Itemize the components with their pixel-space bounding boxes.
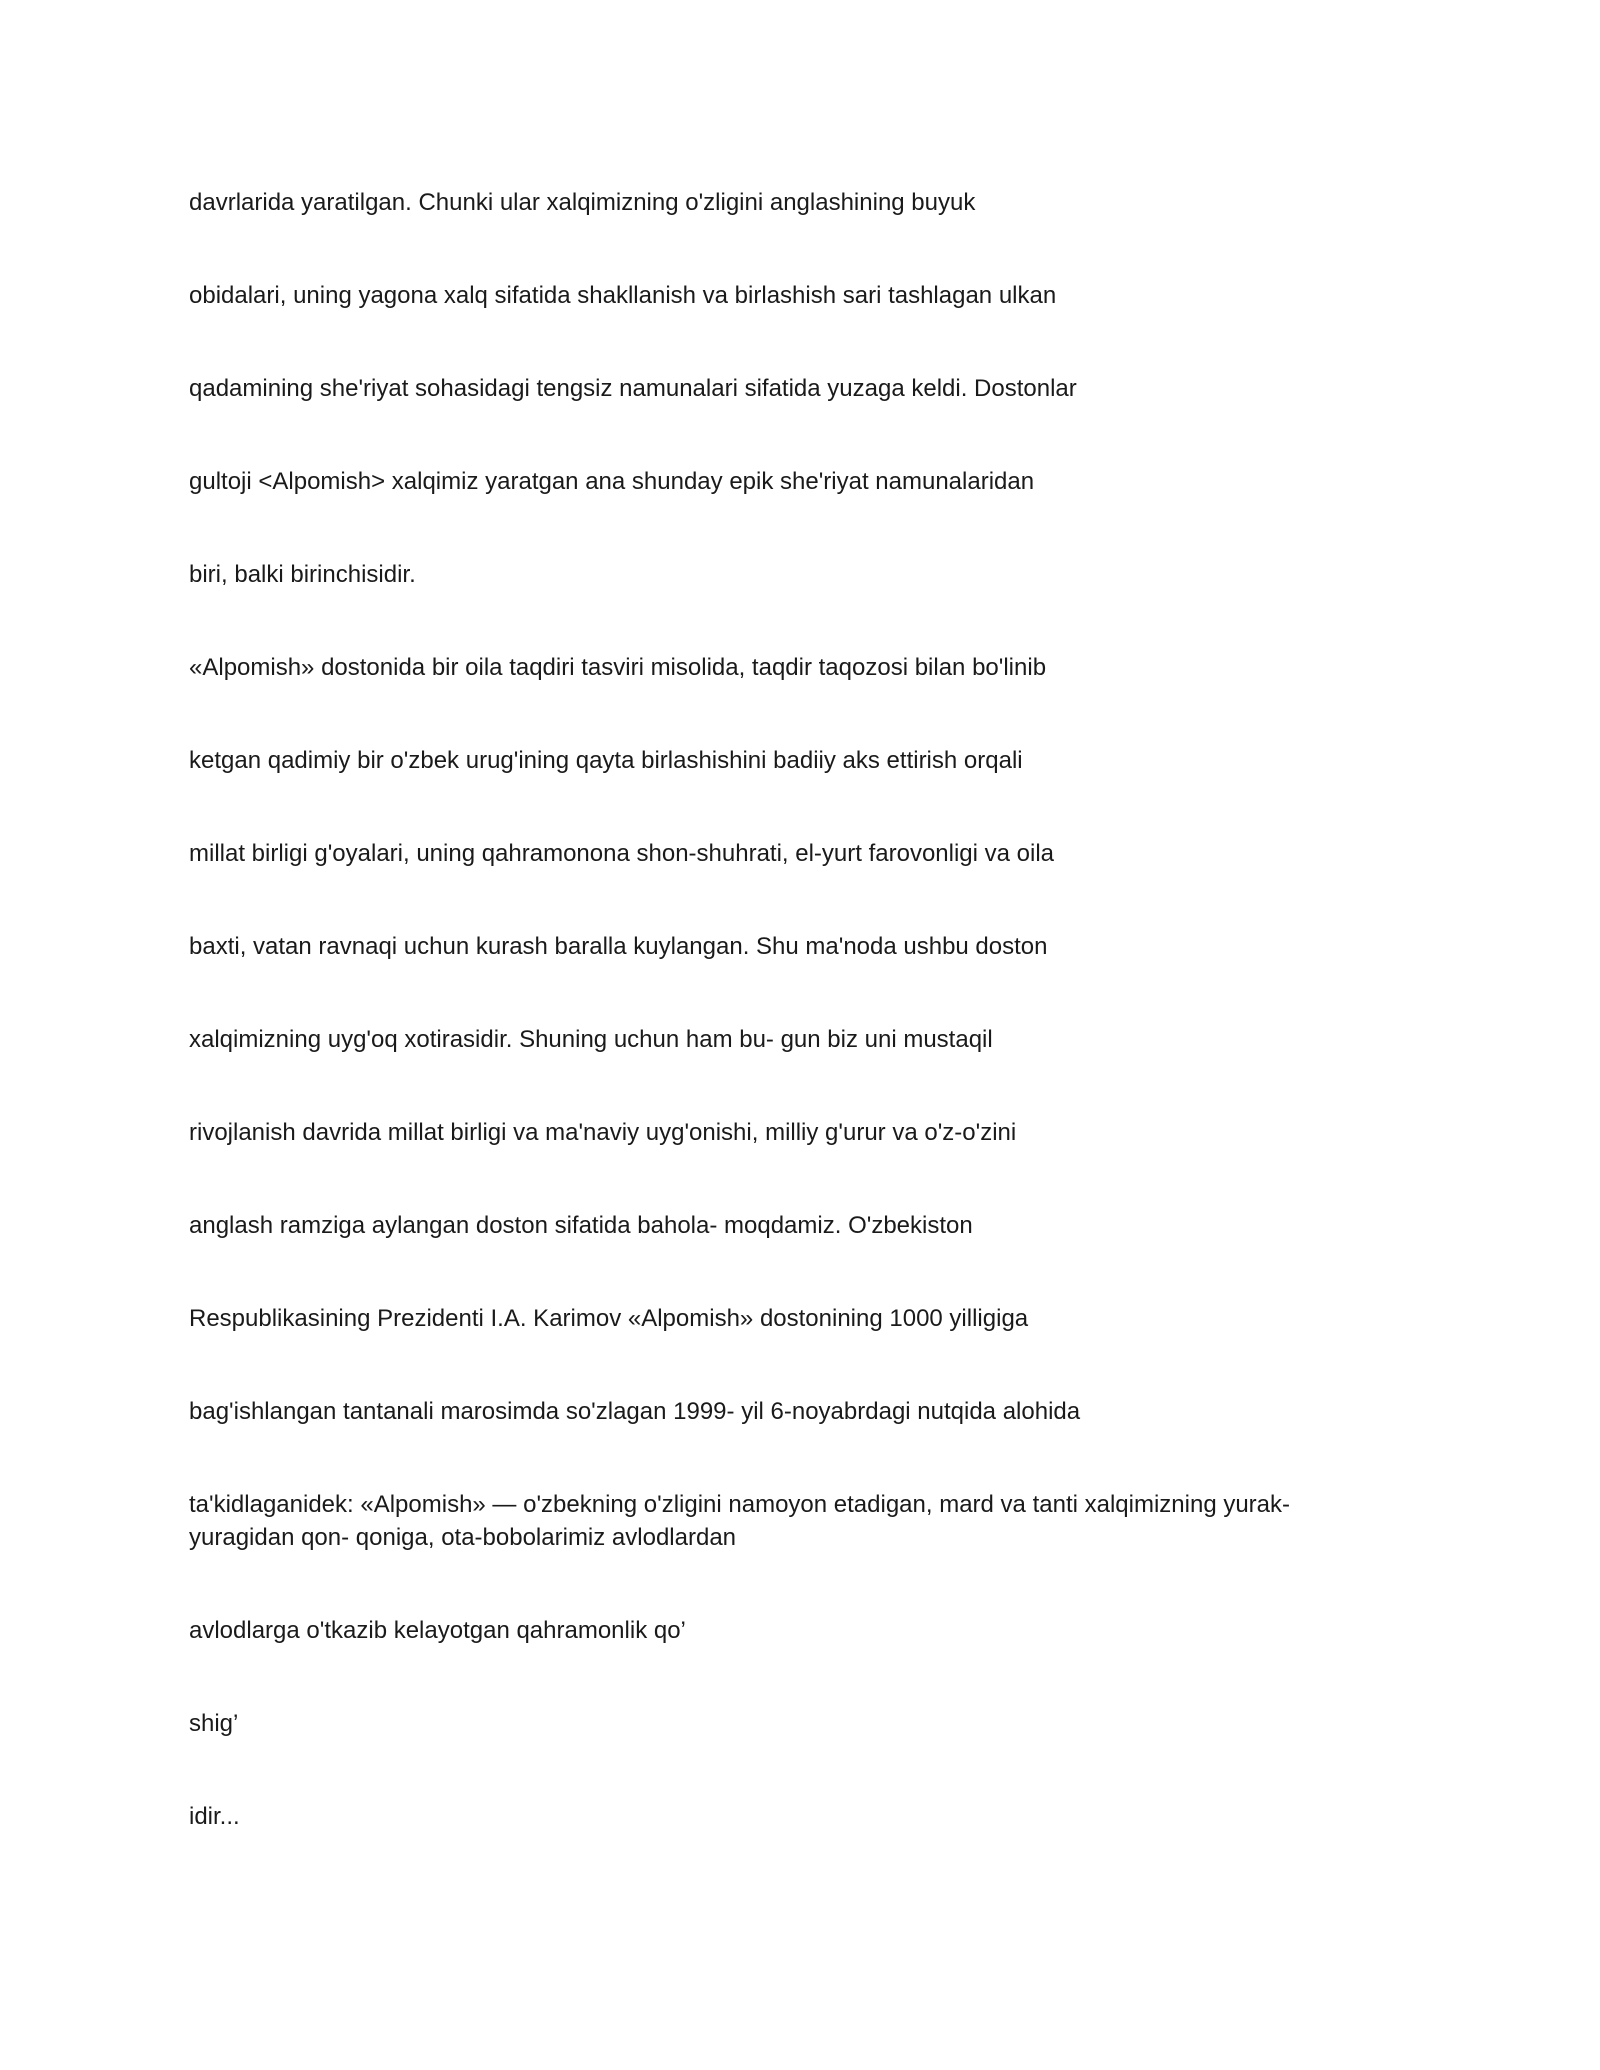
text-line: ketgan qadimiy bir o'zbek urug'ining qayta birlashishini badiiy aks ettirish orqali (189, 747, 1023, 774)
text-line: ta'kidlaganidek: «Alpomish» — o'zbekning o'zligini namoyon etadigan, mard va tanti xalqimizning yurak-yuragidan qon- qoniga, ota-bobolarimiz avlodlardan (189, 1491, 1291, 1551)
text-line: anglash ramziga aylangan doston sifatida bahola- moqdamiz. O'zbekiston (189, 1212, 973, 1239)
text-line: Respublikasining Prezidenti I.A. Karimov «Alpomish» dostonining 1000 yilligiga (189, 1305, 1029, 1332)
text-line: avlodlarga o'tkazib kelayotgan qahramonlik qo’ (189, 1617, 686, 1644)
text-line: gultoji <Alpomish> xalqimiz yaratgan ana shunday epik she'riyat namunalaridan (189, 468, 1035, 495)
text-line: obidalari, uning yagona xalq sifatida shakllanish va birlashish sari tashlagan ulkan (189, 282, 1057, 309)
text-line: «Alpomish» dostonida bir oila taqdiri tasviri misolida, taqdir taqozosi bilan bo'linib (189, 654, 1047, 681)
text-line: qadamining she'riyat sohasidagi tengsiz namunalari sifatida yuzaga keldi. Dostonlar (189, 375, 1077, 402)
text-line: shig’ (189, 1710, 239, 1737)
text-line: idir... (189, 1803, 240, 1830)
text-line: bag'ishlangan tantanali marosimda so'zlagan 1999- yil 6-noyabrdagi nutqida alohida (189, 1398, 1081, 1425)
text-line: baxti, vatan ravnaqi uchun kurash baralla kuylangan. Shu ma'noda ushbu doston (189, 933, 1048, 960)
text-line: xalqimizning uyg'oq xotirasidir. Shuning uchun ham bu- gun biz uni mustaqil (189, 1026, 993, 1053)
text-line: davrlarida yaratilgan. Chunki ular xalqimizning o'zligini anglashining buyuk (189, 189, 976, 216)
text-line: millat birligi g'oyalari, uning qahramonona shon-shuhrati, el-yurt farovonligi va oila (189, 840, 1055, 867)
text-line: biri, balki birinchisidir. (189, 561, 416, 588)
text-line: rivojlanish davrida millat birligi va ma'naviy uyg'onishi, milliy g'urur va o'z-o'zini (189, 1119, 1017, 1146)
document-body (189, 186, 1369, 1833)
